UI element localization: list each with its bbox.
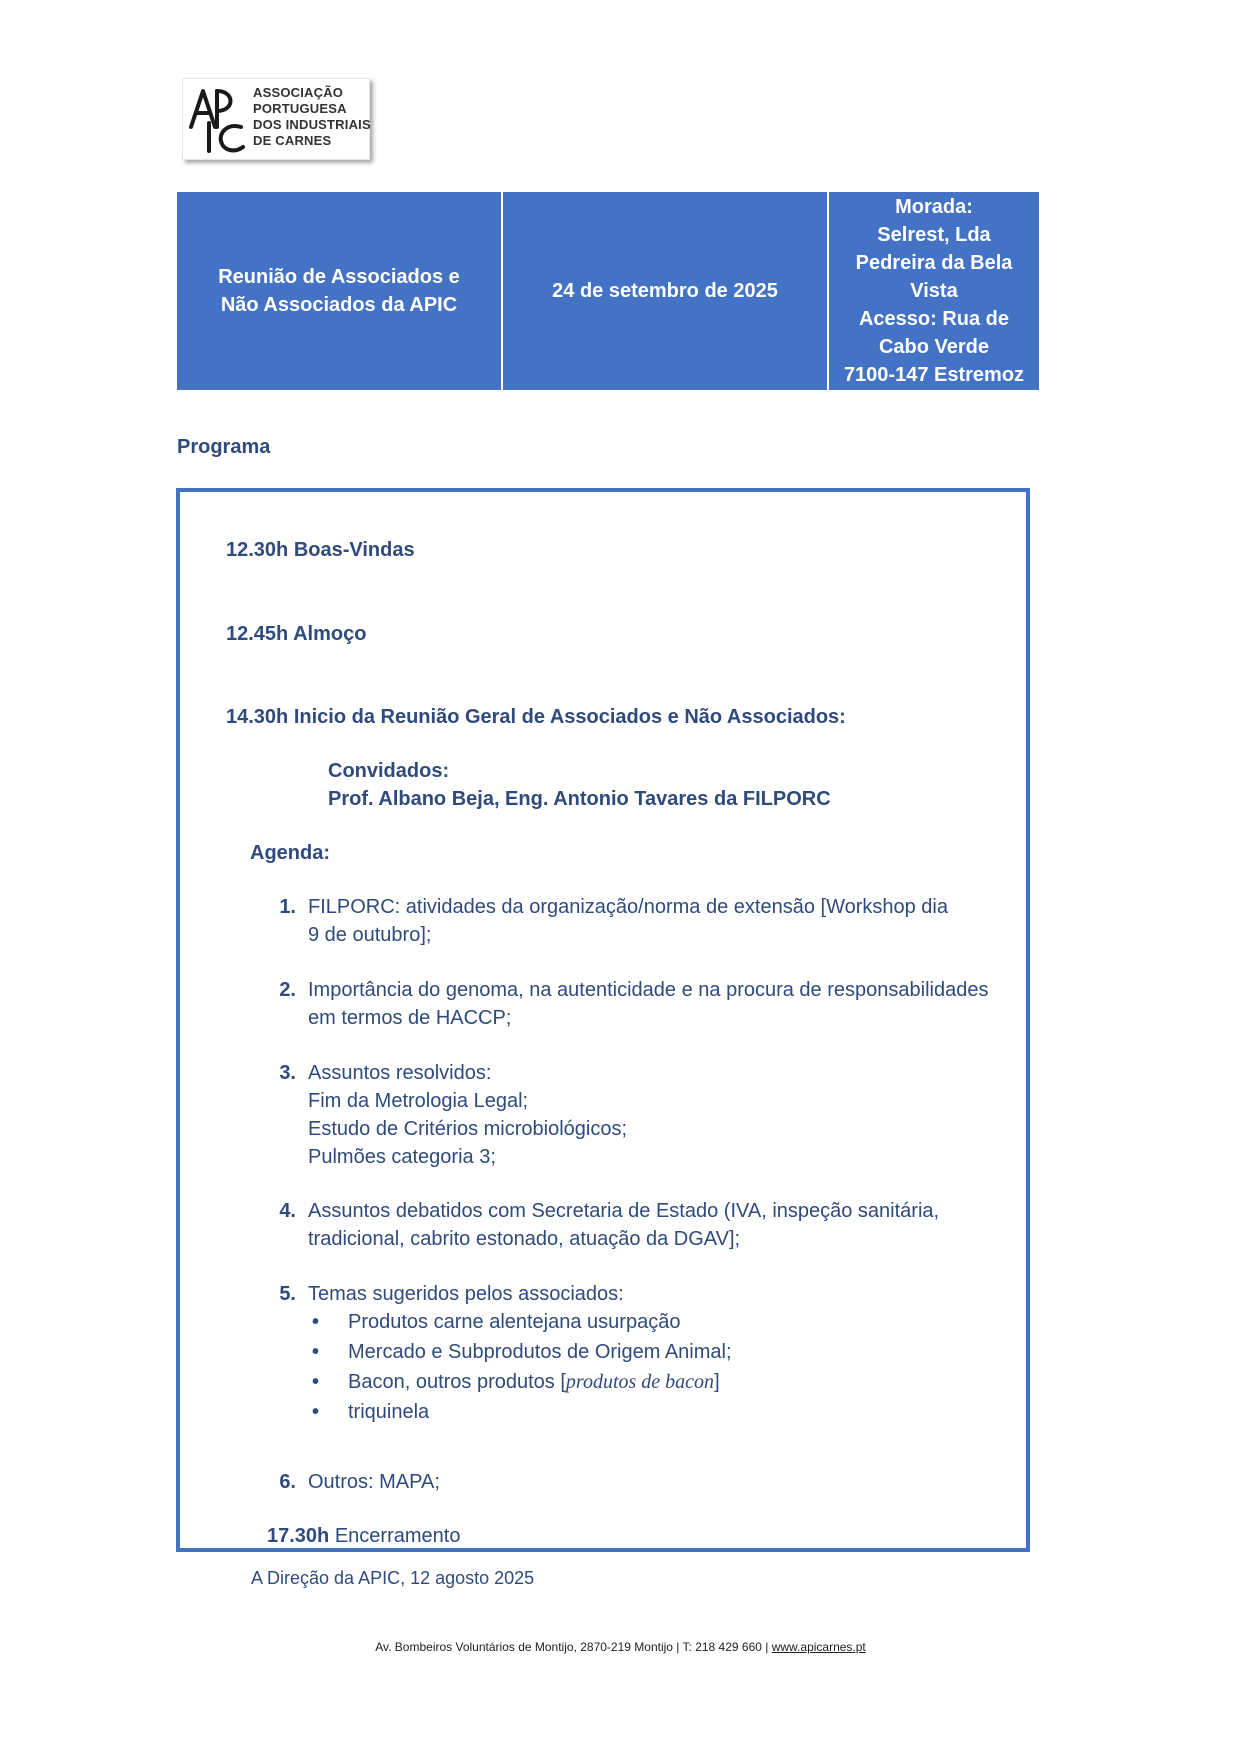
agenda-text-line: Importância do genoma, na autenticidade e na procura de responsabilidades bbox=[308, 979, 989, 1001]
bullet-dot-icon: • bbox=[312, 1311, 320, 1333]
agenda-text-line: Outros: MAPA; bbox=[308, 1471, 440, 1493]
logo-line: PORTUGUESA bbox=[253, 101, 347, 116]
event-date: 24 de setembro de 2025 bbox=[552, 280, 778, 302]
agenda-number: 6. bbox=[279, 1471, 296, 1493]
address-line: 7100-147 Estremoz bbox=[843, 364, 1025, 386]
schedule-text: Inicio da Reunião Geral de Associados e Não Associados: bbox=[293, 706, 846, 728]
schedule-time: 17.30h bbox=[267, 1525, 330, 1547]
agenda-text-line: Fim da Metrologia Legal; bbox=[308, 1090, 529, 1112]
schedule-text: Almoço bbox=[293, 623, 367, 645]
agenda-number: 5. bbox=[279, 1283, 296, 1305]
event-header-table bbox=[177, 192, 1039, 390]
apic-logo-text bbox=[253, 85, 371, 149]
agenda-text-line: Estudo de Critérios microbiológicos; bbox=[308, 1118, 628, 1140]
bullet-text-part: ] bbox=[714, 1371, 720, 1393]
schedule-text: Encerramento bbox=[334, 1525, 461, 1547]
guests-names: Prof. Albano Beja, Eng. Antonio Tavares da FILPORC bbox=[328, 788, 831, 810]
program-box bbox=[176, 488, 1030, 1552]
address-line: Selrest, Lda bbox=[877, 224, 991, 246]
address-line: Pedreira da Bela bbox=[855, 252, 1013, 274]
event-date-cell bbox=[503, 192, 827, 390]
schedule-text: Boas-Vindas bbox=[293, 539, 415, 561]
apic-logo-mark-icon bbox=[187, 83, 247, 155]
footer bbox=[0, 1640, 1241, 1654]
event-title-cell bbox=[177, 192, 501, 390]
logo-line: DE CARNES bbox=[253, 133, 332, 148]
agenda-text-line: tradicional, cabrito estonado, atuação da DGAV]; bbox=[308, 1228, 741, 1250]
schedule-time: 12.45h bbox=[226, 623, 289, 645]
agenda-text-line: Assuntos debatidos com Secretaria de Estado (IVA, inspeção sanitária, bbox=[308, 1200, 940, 1222]
agenda-text-line: 9 de outubro]; bbox=[308, 924, 432, 946]
agenda-number: 2. bbox=[279, 979, 296, 1001]
logo-line: ASSOCIAÇÃO bbox=[253, 85, 344, 100]
agenda-number: 3. bbox=[279, 1062, 296, 1084]
agenda-text-line: Temas sugeridos pelos associados: bbox=[308, 1283, 624, 1305]
bullet-dot-icon: • bbox=[312, 1401, 320, 1423]
schedule-meeting bbox=[226, 703, 846, 731]
address-line: Morada: bbox=[895, 196, 973, 218]
schedule-welcome bbox=[226, 536, 415, 564]
bullet-text bbox=[348, 1368, 720, 1396]
footer-text: Av. Bombeiros Voluntários de Montijo, 2870-219 Montijo | T: 218 429 660 | bbox=[375, 1640, 772, 1654]
guests-label: Convidados: bbox=[328, 760, 450, 782]
agenda-text-line: Assuntos resolvidos: bbox=[308, 1062, 492, 1084]
schedule-lunch bbox=[226, 620, 366, 648]
agenda-text-line: Pulmões categoria 3; bbox=[308, 1146, 496, 1168]
agenda-number: 4. bbox=[279, 1200, 296, 1222]
website-link[interactable]: www.apicarnes.pt bbox=[771, 1640, 866, 1654]
agenda-text-line: FILPORC: atividades da organização/norma de extensão [Workshop dia bbox=[308, 896, 948, 918]
bullet-text-part: Bacon, outros produtos [ bbox=[348, 1371, 566, 1393]
bullet-text: Mercado e Subprodutos de Origem Animal; bbox=[348, 1341, 732, 1363]
apic-logo bbox=[182, 78, 370, 160]
logo-line: DOS INDUSTRIAIS bbox=[253, 117, 371, 132]
schedule-closing bbox=[267, 1522, 460, 1550]
bullet-text-italic: produtos de bacon bbox=[565, 1371, 715, 1393]
address-line: Acesso: Rua de bbox=[858, 308, 1010, 330]
event-title-line: Reunião de Associados e bbox=[218, 266, 460, 288]
schedule-time: 12.30h bbox=[226, 539, 289, 561]
agenda-number: 1. bbox=[279, 896, 296, 918]
bullet-text: triquinela bbox=[348, 1401, 430, 1423]
event-address-cell bbox=[829, 192, 1039, 390]
address-line: Vista bbox=[910, 280, 958, 302]
agenda-text-line: em termos de HACCP; bbox=[308, 1007, 512, 1029]
signature: A Direção da APIC, 12 agosto 2025 bbox=[251, 1568, 535, 1588]
programa-heading: Programa bbox=[177, 436, 271, 458]
bullet-dot-icon: • bbox=[312, 1341, 320, 1363]
agenda-label: Agenda: bbox=[250, 842, 330, 864]
address-line: Cabo Verde bbox=[878, 336, 990, 358]
bullet-dot-icon: • bbox=[312, 1371, 320, 1393]
schedule-time: 14.30h bbox=[226, 706, 289, 728]
event-title-line: Não Associados da APIC bbox=[220, 294, 458, 316]
bullet-text: Produtos carne alentejana usurpação bbox=[348, 1311, 681, 1333]
